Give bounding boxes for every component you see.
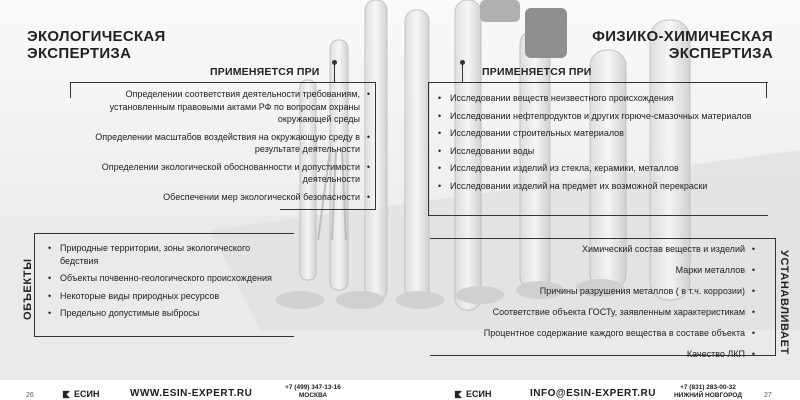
list-item: Соответствие объекта ГОСТу, заявленным характеристикам • [440, 306, 755, 319]
establishes-label: УСТАНАВЛИВАЕТ [778, 250, 790, 355]
logo-icon [454, 390, 463, 399]
contact-nizhny-novgorod [668, 384, 748, 400]
list-item: • Исследовании строительных материалов [438, 127, 758, 140]
list-item: • Исследовании воды [438, 145, 758, 158]
connector-dot [332, 60, 337, 65]
right-applies-list [438, 92, 758, 197]
list-item: • Исследовании изделий из стекла, керамики, металлов [438, 162, 758, 175]
list-item: • Исследовании нефтепродуктов и других горюче-смазочных материалов [438, 110, 758, 123]
logo-text: ЕСИН [466, 389, 492, 399]
city-name: НИЖНИЙ НОВГОРОД [673, 392, 743, 399]
connector-line [334, 62, 335, 82]
list-item: • Объекты почвенно-геологического происхождения [48, 272, 288, 285]
title-line: ЭКСПЕРТИЗА [27, 45, 132, 62]
right-applies-label: ПРИМЕНЯЕТСЯ ПРИ [482, 66, 592, 78]
connector-line [462, 62, 463, 82]
phone-number[interactable]: +7 (499) 347-13-16 [285, 384, 341, 391]
page-number-right: 27 [764, 392, 772, 399]
list-item: Определении масштабов воздействия на окружающую среду в результате деятельности • [80, 131, 370, 156]
list-item: • Природные территории, зоны экологического бедствия [48, 242, 288, 267]
list-item: Химический состав веществ и изделий • [440, 243, 755, 256]
footer [0, 380, 800, 400]
objects-label: ОБЪЕКТЫ [22, 258, 34, 320]
logo-text: ЕСИН [74, 389, 100, 399]
list-item: • Некоторые виды природных ресурсов [48, 290, 288, 303]
list-item: • Исследовании изделий на предмет их возможной перекраски [438, 180, 758, 193]
title-line: ЭКСПЕРТИЗА [668, 45, 773, 62]
list-item: • Предельно допустимые выбросы [48, 307, 288, 320]
left-applies-label: ПРИМЕНЯЕТСЯ ПРИ [210, 66, 320, 78]
list-item: Определении экологической обоснованности и допустимости деятельности • [80, 161, 370, 186]
list-item: Определении соответствия деятельности требованиям, установленным правовыми актами РФ по вопросам охраны окружающей среды • [80, 88, 370, 126]
page-number-left: 26 [26, 392, 34, 399]
city-name: МОСКВА [298, 392, 328, 399]
title-line: ФИЗИКО-ХИМИЧЕСКАЯ [592, 28, 773, 45]
title-line: ЭКОЛОГИЧЕСКАЯ [27, 28, 166, 45]
list-item: Процентное содержание каждого вещества в составе объекта • [440, 327, 755, 340]
ecological-expertise-title [27, 28, 166, 62]
email-link[interactable]: INFO@ESIN-EXPERT.RU [530, 388, 656, 399]
phone-number[interactable]: +7 (831) 283-00-32 [680, 384, 736, 391]
establishes-list [440, 243, 755, 370]
logo-icon [62, 390, 71, 399]
physico-chemical-expertise-title [592, 28, 773, 62]
bracket-corner [766, 82, 767, 98]
bracket-corner [70, 82, 71, 98]
logo-right [454, 389, 491, 399]
contact-moscow [278, 384, 348, 400]
list-item: Марки металлов • [440, 264, 755, 277]
list-item: Причины разрушения металлов ( в т.ч. коррозии) • [440, 285, 755, 298]
connector-dot [460, 60, 465, 65]
bracket-bottom [280, 209, 376, 210]
logo-left [62, 389, 99, 399]
list-item: Обеспечении мер экологической безопасности • [80, 191, 370, 204]
left-applies-list [80, 88, 370, 208]
objects-list [48, 242, 288, 325]
website-link[interactable]: WWW.ESIN-EXPERT.RU [130, 388, 253, 399]
list-item: Качество ЛКП • [440, 348, 755, 361]
list-item: • Исследовании веществ неизвестного происхождения [438, 92, 758, 105]
